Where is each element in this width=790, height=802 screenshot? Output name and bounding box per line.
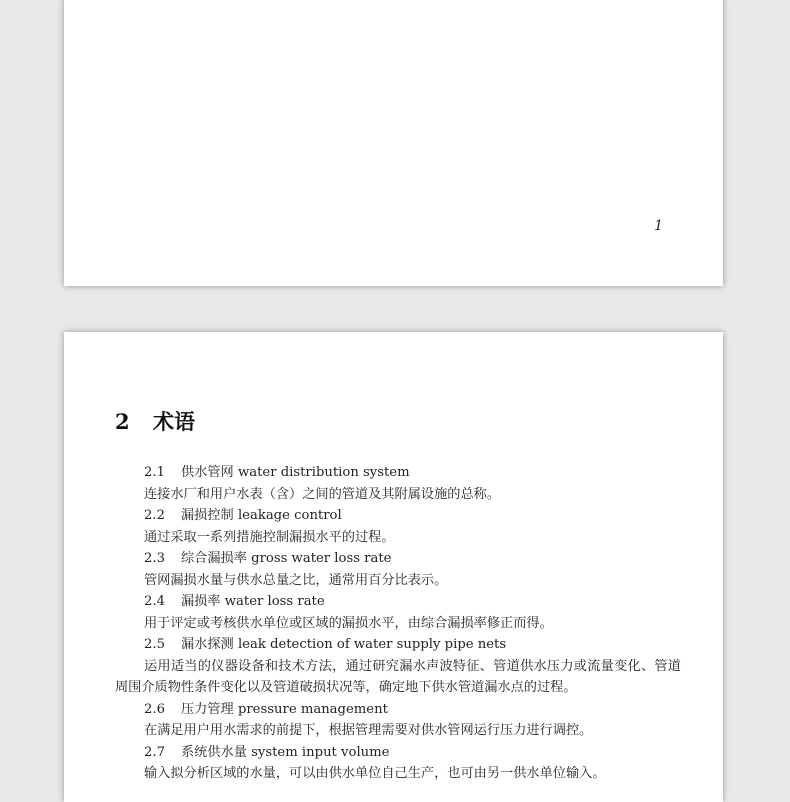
term-definition: 用于评定或考核供水单位或区域的漏损水平，由综合漏损率修正而得。 — [144, 615, 553, 631]
terms-list — [115, 462, 681, 785]
term-entry — [115, 462, 681, 505]
document-page-1 — [64, 0, 723, 286]
term-entry — [115, 548, 681, 591]
term-heading — [115, 699, 681, 721]
term-entry — [115, 634, 681, 699]
term-definition: 通过采取一系列措施控制漏损水平的过程。 — [144, 529, 395, 545]
term-number: 2.6 — [144, 701, 165, 717]
term-name: 压力管理 pressure management — [181, 701, 388, 717]
term-heading — [115, 634, 681, 656]
term-heading — [115, 462, 681, 484]
term-definition: 连接水厂和用户水表（含）之间的管道及其附属设施的总称。 — [144, 486, 501, 502]
term-definition: 运用适当的仪器设备和技术方法，通过研究漏水声波特征、管道供水压力或流量变化、管道周围介质物性条件变化以及管道破损状况等，确定地下供水管道漏水点的过程。 — [115, 658, 681, 695]
term-number: 2.7 — [144, 744, 165, 760]
term-name: 综合漏损率 gross water loss rate — [181, 551, 392, 566]
term-number: 2.3 — [144, 551, 165, 566]
term-entry — [115, 505, 681, 548]
term-name: 漏水探测 leak detection of water supply pipe nets — [181, 637, 507, 652]
term-number: 2.1 — [144, 465, 165, 480]
term-definition: 管网漏损水量与供水总量之比，通常用百分比表示。 — [144, 572, 448, 588]
term-name: 漏损率 water loss rate — [181, 594, 325, 609]
chapter-number: 2 — [115, 409, 130, 434]
term-definition: 输入拟分析区域的水量，可以由供水单位自己生产，也可由另一供水单位输入。 — [144, 766, 606, 781]
term-name: 系统供水量 system input volume — [181, 744, 390, 760]
term-heading — [115, 591, 681, 613]
term-entry — [115, 591, 681, 634]
term-name: 漏损控制 leakage control — [181, 508, 342, 523]
term-entry — [115, 699, 681, 742]
chapter-title-text: 术语 — [153, 410, 195, 434]
term-number: 2.2 — [144, 508, 165, 523]
chapter-title — [115, 406, 195, 436]
term-name: 供水管网 water distribution system — [181, 465, 410, 480]
document-page-2 — [64, 332, 723, 802]
term-heading — [115, 742, 681, 764]
term-number: 2.5 — [144, 637, 165, 652]
page-number: 1 — [654, 218, 663, 234]
term-heading — [115, 505, 681, 527]
term-entry — [115, 742, 681, 785]
term-heading — [115, 548, 681, 570]
term-definition: 在满足用户用水需求的前提下，根据管理需要对供水管网运行压力进行调控。 — [144, 723, 593, 738]
term-number: 2.4 — [144, 594, 165, 609]
